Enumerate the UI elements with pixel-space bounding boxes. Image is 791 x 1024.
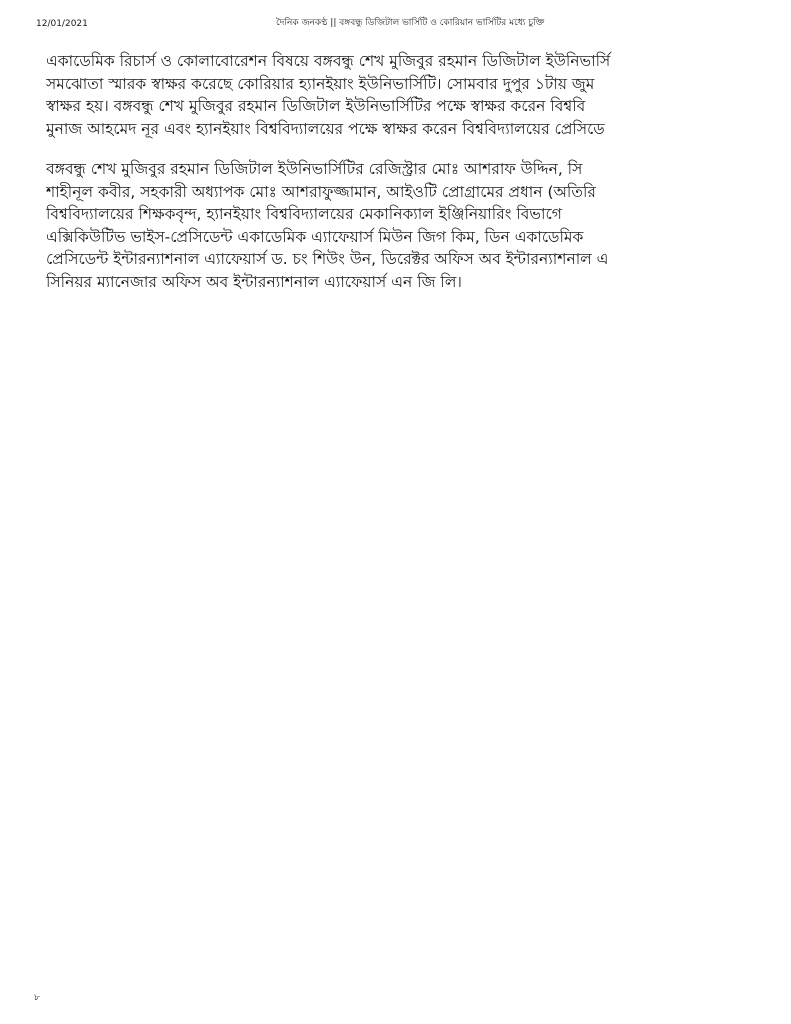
- text-line: মুনাজ আহমেদ নূর এবং হ্যানইয়াং বিশ্ববিদ্যালয়ের পক্ষে স্বাক্ষর করেন বিশ্ববিদ্যালয়ের প্রেসিডে: [46, 119, 605, 138]
- text-line: সমঝোতা স্মারক স্বাক্ষর করেছে কোরিয়ার হ্যানইয়াং ইউনিভার্সিটি। সোমবার দুপুর ১টায় জুম: [46, 74, 595, 93]
- text-line: সিনিয়র ম্যানেজার অফিস অব ইন্টারন্যাশনাল এ্যাফেয়ার্স এন জি লি।: [46, 272, 462, 291]
- text-line: এক্সিকিউটিভ ভাইস-প্রেসিডেন্ট একাডেমিক এ্যাফেয়ার্স মিউন জিগ কিম, ডিন একাডেমিক: [46, 227, 584, 246]
- article-paragraph-1: [46, 50, 791, 140]
- text-line: একাডেমিক রিচার্স ও কোলাবোরেশন বিষয়ে বঙ্গবন্ধু শেখ মুজিবুর রহমান ডিজিটাল ইউনিভার্সি: [46, 52, 611, 70]
- text-line: শাহীনূল কবীর, সহকারী অধ্যাপক মোঃ আশরাফুজ্জামান, আইওটি প্রোগ্রামের প্রধান (অতিরি: [46, 182, 596, 201]
- text-line: বিশ্ববিদ্যালয়ের শিক্ষকবৃন্দ, হ্যানইয়াং বিশ্ববিদ্যালয়ের মেকানিক্যাল ইঞ্জিনিয়ারিং বিভাগে: [46, 205, 562, 223]
- text-line: বঙ্গবন্ধু শেখ মুজিবুর রহমান ডিজিটাল ইউনিভার্সিটির রেজিস্ট্রার মোঃ আশরাফ উদ্দিন, সি: [46, 160, 583, 178]
- article-body: [46, 50, 791, 311]
- print-title: দৈনিক জনকণ্ঠ || বঙ্গবন্ধু ডিজিটাল ভার্সিটি ও কোরিয়ান ভার্সিটির মধ্যে চুক্তি: [276, 18, 545, 28]
- print-date: 12/01/2021: [36, 19, 88, 29]
- text-line: স্বাক্ষর হয়। বঙ্গবন্ধু শেখ মুজিবুর রহমান ডিজিটাল ইউনিভার্সিটির পক্ষে স্বাক্ষর করেন বিশ্ববি: [46, 97, 586, 115]
- text-line: প্রেসিডেন্ট ইন্টারন্যাশনাল এ্যাফেয়ার্স ড. চং শিউং উন, ডিরেক্টর অফিস অব ইন্টারন্যাশনাল এ: [46, 250, 609, 268]
- print-header: [0, 14, 791, 34]
- article-paragraph-2: [46, 158, 791, 293]
- page-number: ৮: [34, 993, 40, 1003]
